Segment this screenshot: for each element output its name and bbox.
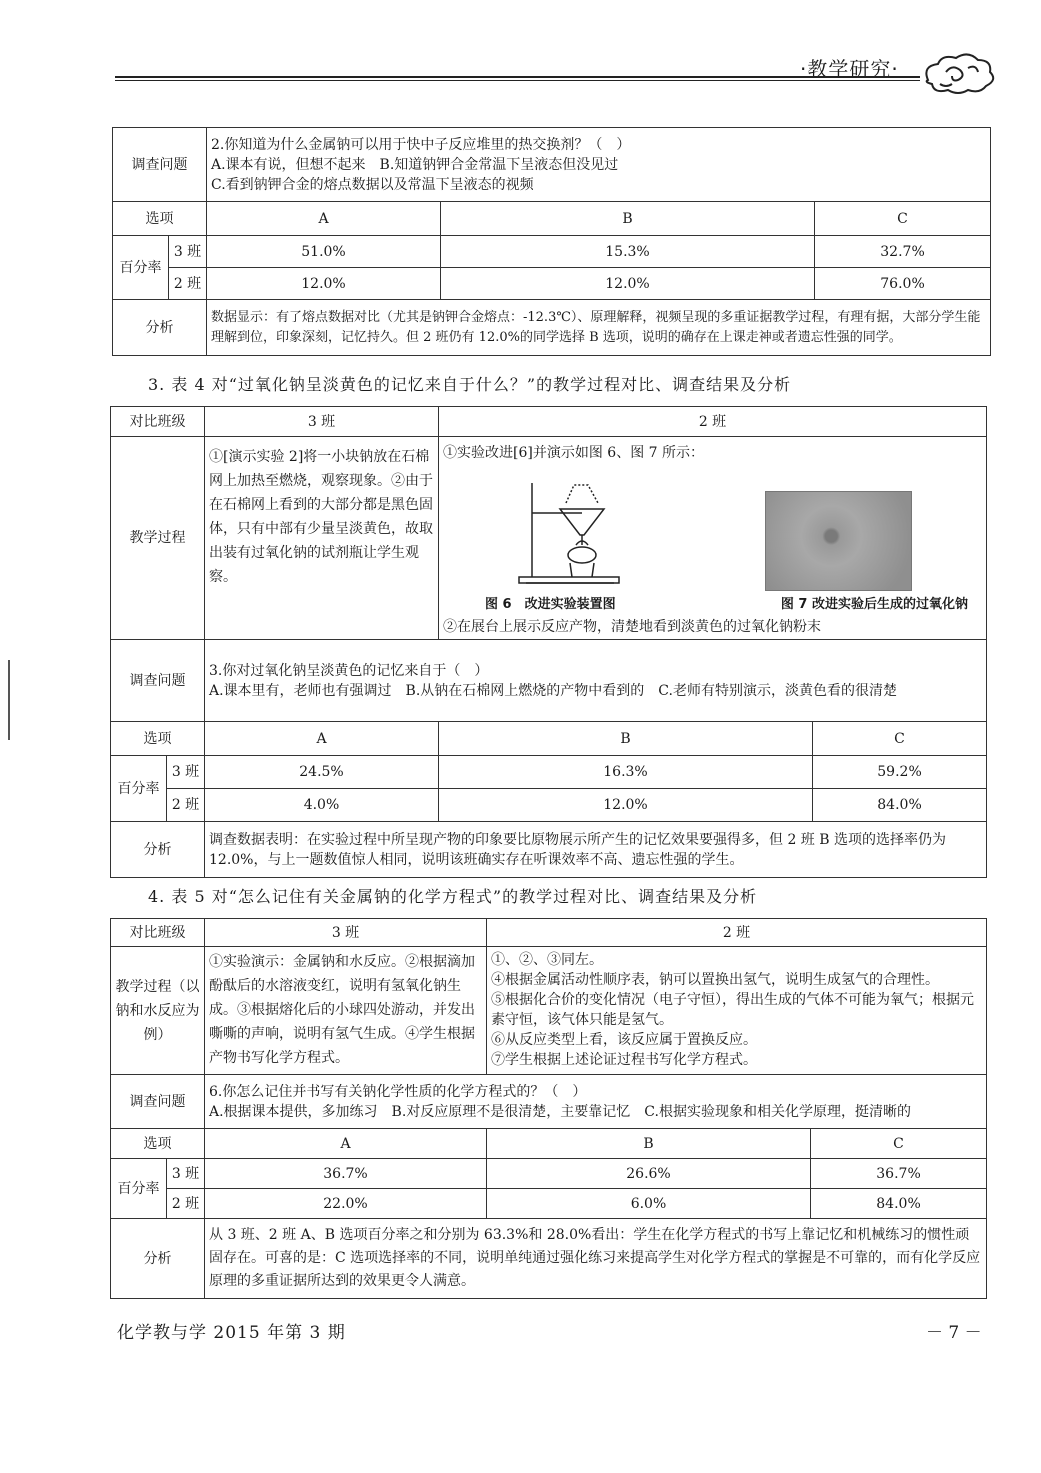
compare-label: 对比班级 <box>111 919 205 947</box>
table-cell: 6.0% <box>487 1189 811 1219</box>
scan-edge-mark <box>8 660 10 740</box>
question-options: A.根据课本提供，多加练习 B.对反应原理不是很清楚，主要靠记忆 C.根据实验现象和相关化学原理，挺清晰的 <box>209 1103 911 1120</box>
class-label: 2 班 <box>167 1189 205 1219</box>
class-label: 3 班 <box>169 236 207 268</box>
table-5 <box>110 918 987 1299</box>
option-a: A <box>207 202 441 236</box>
table-cell: 12.0% <box>207 268 441 300</box>
process-label: 教学过程 <box>111 437 205 640</box>
process-class-3: ①[演示实验 2]将一小块钠放在石棉网上加热至燃烧，观察现象。②由于在石棉网上看到的大部分都是黑色固体，只有中部有少量呈淡黄色，故取出装有过氧化钠的试剂瓶让学生观察。 <box>205 437 439 640</box>
header-rule <box>115 76 920 78</box>
process-label: 教学过程（以钠和水反应为例） <box>111 947 205 1075</box>
question-text: 3.你对过氧化钠呈淡黄色的记忆来自于（ ） <box>209 662 489 679</box>
question-text: 2.你知道为什么金属钠可以用于快中子反应堆里的热交换剂？（ ） <box>211 136 631 153</box>
table-cell: 51.0% <box>207 236 441 268</box>
figures <box>443 469 982 591</box>
class-3-header: 3 班 <box>205 407 439 437</box>
process-step: ①、②、③同左。 <box>491 952 603 968</box>
percent-label: 百分率 <box>113 236 169 300</box>
table-cell: 36.7% <box>205 1159 487 1189</box>
question-options: A.课本里有，老师也有强调过 B.从钠在石棉网上燃烧的产物中看到的 C.老师有特别演示，淡黄色看的很清楚 <box>209 682 897 699</box>
option-c: C <box>815 202 991 236</box>
section-heading-3: 3. 表 4 对“过氧化钠呈淡黄色的记忆来自于什么？”的教学过程对比、调查结果及分析 <box>148 375 792 394</box>
option-label: 选项 <box>111 1129 205 1159</box>
process-step: ⑦学生根据上述论证过程书写化学方程式。 <box>491 1052 757 1068</box>
table-3 <box>112 127 991 356</box>
compare-label: 对比班级 <box>111 407 205 437</box>
table-cell: 16.3% <box>439 756 813 789</box>
survey-question <box>207 128 991 202</box>
option-c: C <box>813 722 987 756</box>
running-header: ·教学研究· <box>800 57 899 81</box>
journal-footer: 化学教与学 2015 年第 3 期 <box>117 1323 346 1343</box>
page-number: － 7 － <box>926 1323 982 1343</box>
analysis-label: 分析 <box>111 822 205 878</box>
figure-captions <box>443 591 982 615</box>
question-label: 调查问题 <box>111 640 205 722</box>
analysis-label: 分析 <box>113 300 207 356</box>
question-options-2: C.看到钠钾合金的熔点数据以及常温下呈液态的视频 <box>211 176 534 193</box>
class-label: 3 班 <box>167 1159 205 1189</box>
section-heading-4: 4. 表 5 对“怎么记住有关金属钠的化学方程式”的教学过程对比、调查结果及分析 <box>148 887 758 906</box>
option-label: 选项 <box>111 722 205 756</box>
class-label: 2 班 <box>169 268 207 300</box>
option-b: B <box>441 202 815 236</box>
process-step: ④根据金属活动性顺序表，钠可以置换出氢气，说明生成氢气的合理性。 <box>491 972 939 988</box>
survey-question <box>205 640 987 722</box>
class-2-header: 2 班 <box>487 919 987 947</box>
percent-label: 百分率 <box>111 1159 167 1219</box>
table-cell: 24.5% <box>205 756 439 789</box>
cloud-ornament-icon <box>920 50 1000 98</box>
process-class-2 <box>487 947 987 1075</box>
question-label: 调查问题 <box>111 1075 205 1129</box>
table-cell: 15.3% <box>441 236 815 268</box>
process-line-1: ①实验改进[6]并演示如图 6、图 7 所示： <box>443 445 704 461</box>
option-b: B <box>487 1129 811 1159</box>
sodium-peroxide-photo <box>765 491 912 591</box>
process-step: ⑥从反应类型上看，该反应属于置换反应。 <box>491 1032 757 1048</box>
analysis-text: 调查数据表明：在实验过程中所呈现产物的印象要比原物展示所产生的记忆效果要强得多，但 2 班 B 选项的选择率仍为 12.0%，与上一题数值惊人相同，说明该班确实存在听课效率不高、遗忘性强的学生。 <box>205 822 987 878</box>
question-label: 调查问题 <box>113 128 207 202</box>
percent-label: 百分率 <box>111 756 167 822</box>
table-cell: 12.0% <box>439 789 813 822</box>
survey-question <box>205 1075 987 1129</box>
question-options-1: A.课本有说，但想不起来 B.知道钠钾合金常温下呈液态但没见过 <box>211 156 619 173</box>
class-3-header: 3 班 <box>205 919 487 947</box>
option-c: C <box>811 1129 987 1159</box>
table-cell: 59.2% <box>813 756 987 789</box>
analysis-text: 数据显示：有了熔点数据对比（尤其是钠钾合金熔点：-12.3℃）、原理解释，视频呈现的多重证据教学过程，有理有据，大部分学生能理解到位，印象深刻，记忆持久。但 2 班仍有 12.0%的同学选择 B 选项，说明的确存在上课走神或者遗忘性强的同学。 <box>207 300 991 356</box>
table-cell: 12.0% <box>441 268 815 300</box>
table-cell: 26.6% <box>487 1159 811 1189</box>
table-cell: 22.0% <box>205 1189 487 1219</box>
analysis-label: 分析 <box>111 1219 205 1299</box>
table-cell: 4.0% <box>205 789 439 822</box>
table-cell: 84.0% <box>813 789 987 822</box>
process-line-2: ②在展台上展示反应产物，清楚地看到淡黄色的过氧化钠粉末 <box>443 619 821 635</box>
figure-6-caption: 图 6 改进实验装置图 <box>485 597 616 612</box>
header-rule-thin <box>115 80 920 81</box>
table-cell: 76.0% <box>815 268 991 300</box>
option-b: B <box>439 722 813 756</box>
option-a: A <box>205 1129 487 1159</box>
figure-7-caption: 图 7 改进实验后生成的过氧化钠 <box>780 597 969 612</box>
question-text: 6.你怎么记住并书写有关钠化学性质的化学方程式的？（ ） <box>209 1083 587 1100</box>
analysis-text: 从 3 班、2 班 A、B 选项百分率之和分别为 63.3%和 28.0%看出：学生在化学方程式的书写上靠记忆和机械练习的惯性顽固存在。可喜的是：C 选项选择率的不同，说明单纯通过强化练习来提高学生对化学方程式的掌握是不可靠的，而有化学反应原理的多重证据所达到的效果更令人满意。 <box>205 1219 987 1299</box>
class-label: 2 班 <box>167 789 205 822</box>
table-cell: 32.7% <box>815 236 991 268</box>
process-class-3: ①实验演示：金属钠和水反应。②根据滴加酚酞后的水溶液变红，说明有氢氧化钠生成。③根据熔化后的小球四处游动，并发出嘶嘶的声响，说明有氢气生成。④学生根据产物书写化学方程式。 <box>205 947 487 1075</box>
table-cell: 36.7% <box>811 1159 987 1189</box>
table-4 <box>110 406 987 878</box>
process-class-2 <box>439 437 987 640</box>
class-2-header: 2 班 <box>439 407 987 437</box>
experiment-apparatus-icon <box>514 473 624 591</box>
class-label: 3 班 <box>167 756 205 789</box>
option-label: 选项 <box>113 202 207 236</box>
table-cell: 84.0% <box>811 1189 987 1219</box>
process-step: ⑤根据化合价的变化情况（电子守恒），得出生成的气体不可能为氧气；根据元素守恒，该气体只能是氢气。 <box>491 992 974 1028</box>
option-a: A <box>205 722 439 756</box>
